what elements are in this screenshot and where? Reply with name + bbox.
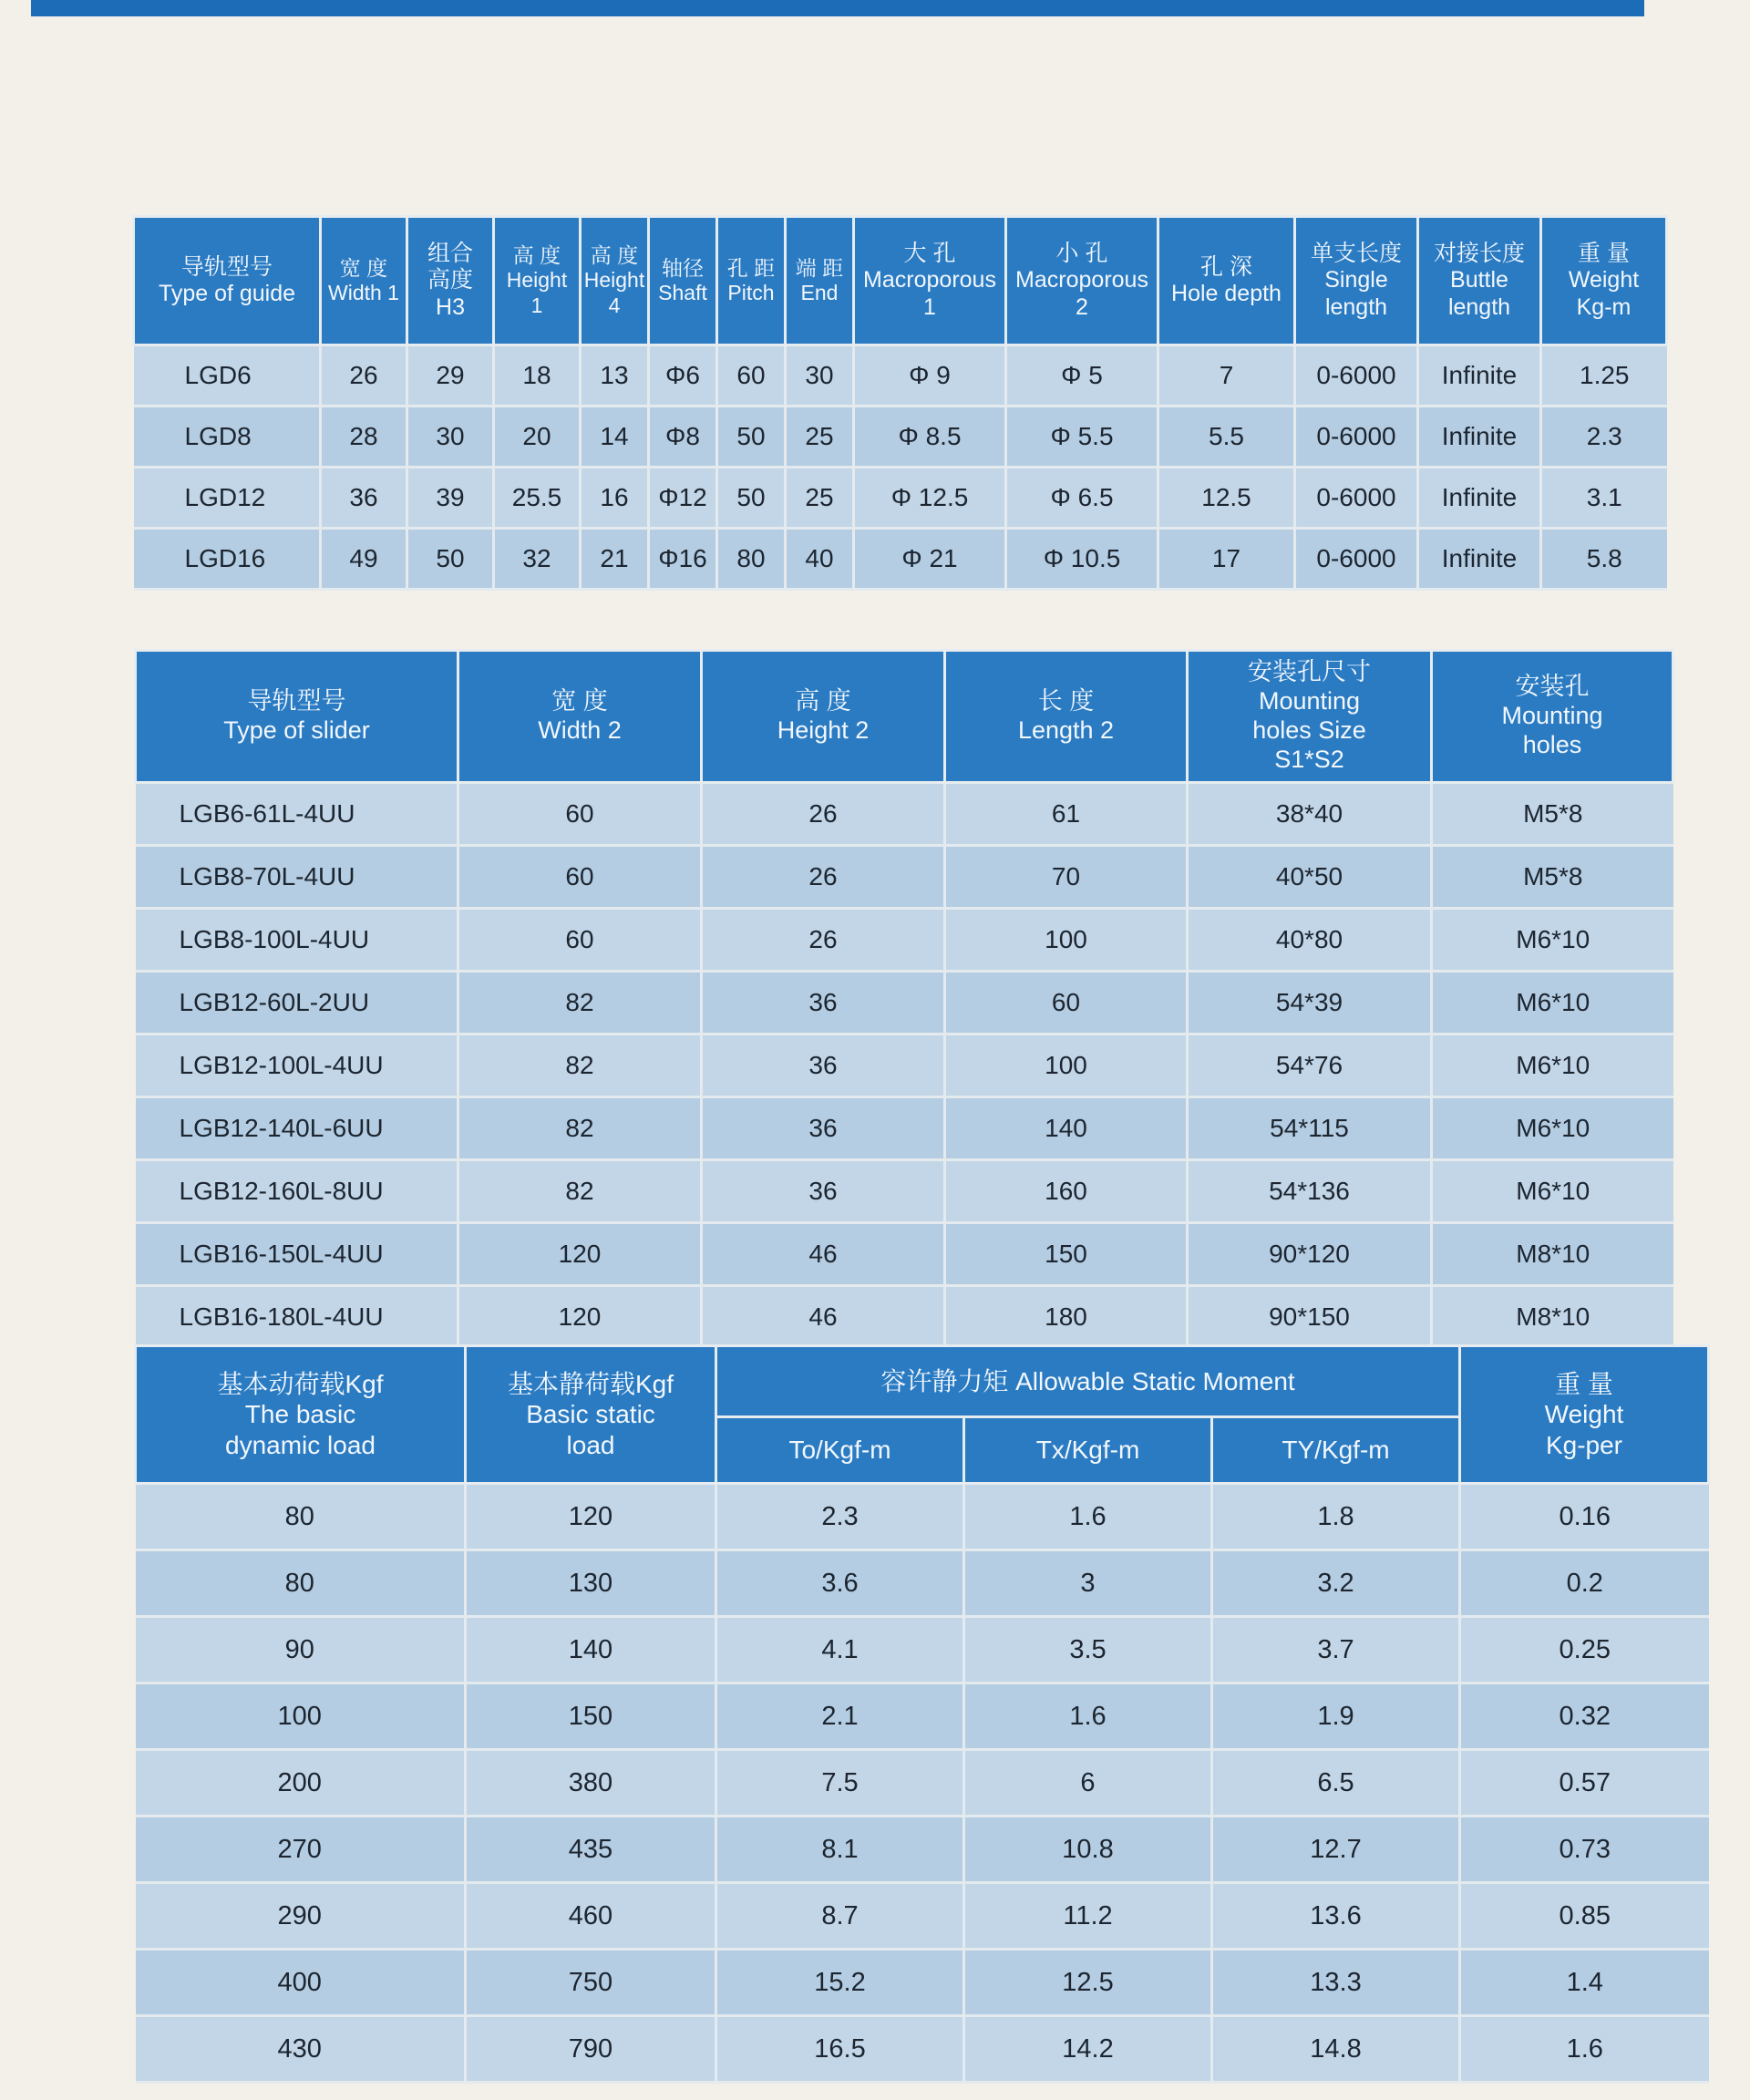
header-weight-kg-per: 重 量 Weight Kg-per xyxy=(1460,1346,1709,1484)
table-cell: 61 xyxy=(945,783,1188,846)
table-cell: LGB12-160L-8UU xyxy=(136,1160,458,1223)
header-pitch: 孔 距 Pitch xyxy=(717,217,786,345)
table-cell: 130 xyxy=(466,1550,716,1617)
table-cell: LGB16-180L-4UU xyxy=(136,1286,458,1349)
header-mounting-holes-size: 安装孔尺寸 Mounting holes Size S1*S2 xyxy=(1188,651,1432,783)
table-cell: 1.6 xyxy=(964,1683,1212,1750)
table-cell: Φ 9 xyxy=(854,345,1006,407)
header-width-1: 宽 度 Width 1 xyxy=(321,217,407,345)
table-cell: 1.4 xyxy=(1460,1950,1709,2016)
slider-spec-table xyxy=(134,649,1674,1350)
table-cell: LGB12-100L-4UU xyxy=(136,1035,458,1097)
table-cell: Infinite xyxy=(1418,407,1541,468)
table-row xyxy=(134,407,1667,468)
table-cell: 36 xyxy=(702,1035,945,1097)
table-cell: Φ 21 xyxy=(854,529,1006,590)
table-cell: 16 xyxy=(581,468,649,529)
table-cell: 25.5 xyxy=(494,468,581,529)
table-row xyxy=(136,846,1673,909)
table-cell: LGB12-60L-2UU xyxy=(136,972,458,1035)
table-cell: 30 xyxy=(407,407,494,468)
table-cell: 29 xyxy=(407,345,494,407)
table-row xyxy=(136,1617,1709,1683)
table-cell: 11.2 xyxy=(964,1883,1212,1950)
table-row xyxy=(136,1550,1709,1617)
table-cell: 0.73 xyxy=(1460,1817,1709,1883)
table-cell: 46 xyxy=(702,1223,945,1286)
table-row xyxy=(136,1883,1709,1950)
table-cell: 49 xyxy=(321,529,407,590)
table-cell: 80 xyxy=(136,1484,466,1550)
header-weight: 重 量 Weight Kg-m xyxy=(1541,217,1667,345)
table-cell: 0.57 xyxy=(1460,1750,1709,1817)
table-cell: 26 xyxy=(702,909,945,972)
table-cell: 4.1 xyxy=(716,1617,964,1683)
header-h3: 组合 高度 H3 xyxy=(407,217,494,345)
table-row xyxy=(134,468,1667,529)
table-cell: 90 xyxy=(136,1617,466,1683)
table-cell: M6*10 xyxy=(1432,1035,1673,1097)
header-height-1: 高 度 Height 1 xyxy=(494,217,581,345)
table-cell: 5.5 xyxy=(1158,407,1295,468)
table-cell: 21 xyxy=(581,529,649,590)
table-cell: Φ 5.5 xyxy=(1006,407,1158,468)
header-width-2: 宽 度 Width 2 xyxy=(458,651,702,783)
table-cell: M8*10 xyxy=(1432,1223,1673,1286)
table-cell: 100 xyxy=(136,1683,466,1750)
table-cell: 120 xyxy=(458,1223,702,1286)
table-cell: 12.7 xyxy=(1212,1817,1460,1883)
header-type-of-guide: 导轨型号 Type of guide xyxy=(134,217,321,345)
table-cell: LGB8-100L-4UU xyxy=(136,909,458,972)
table-cell: 25 xyxy=(786,407,854,468)
guide-spec-table xyxy=(132,215,1668,591)
header-height-4: 高 度 Height 4 xyxy=(581,217,649,345)
table-cell: 26 xyxy=(702,783,945,846)
table-cell: 0-6000 xyxy=(1295,345,1418,407)
table-cell: 82 xyxy=(458,972,702,1035)
table-cell: 140 xyxy=(945,1097,1188,1160)
table-cell: LGD16 xyxy=(134,529,321,590)
table-cell: 60 xyxy=(458,846,702,909)
table-cell: 430 xyxy=(136,2016,466,2083)
table-cell: 140 xyxy=(466,1617,716,1683)
table-row xyxy=(136,1484,1709,1550)
table-cell: 46 xyxy=(702,1286,945,1349)
table-cell: 100 xyxy=(945,1035,1188,1097)
table-row xyxy=(136,1286,1673,1349)
table-row xyxy=(136,2016,1709,2083)
header-tx-kgf-m: Tx/Kgf-m xyxy=(964,1417,1212,1484)
table-cell: 54*76 xyxy=(1188,1035,1432,1097)
table-cell: 380 xyxy=(466,1750,716,1817)
table-cell: 82 xyxy=(458,1035,702,1097)
table-cell: 26 xyxy=(702,846,945,909)
table-cell: 160 xyxy=(945,1160,1188,1223)
table-cell: 750 xyxy=(466,1950,716,2016)
table-cell: LGB6-61L-4UU xyxy=(136,783,458,846)
load-moment-table xyxy=(134,1344,1710,2084)
table-cell: LGD12 xyxy=(134,468,321,529)
table-cell: 3.2 xyxy=(1212,1550,1460,1617)
table-cell: Φ16 xyxy=(649,529,717,590)
table-cell: LGD8 xyxy=(134,407,321,468)
table-cell: M6*10 xyxy=(1432,909,1673,972)
table-cell: LGB8-70L-4UU xyxy=(136,846,458,909)
table-cell: Φ 12.5 xyxy=(854,468,1006,529)
table-cell: 0.25 xyxy=(1460,1617,1709,1683)
table-cell: 82 xyxy=(458,1097,702,1160)
table-cell: LGD6 xyxy=(134,345,321,407)
table-cell: 180 xyxy=(945,1286,1188,1349)
table-cell: LGB12-140L-6UU xyxy=(136,1097,458,1160)
table-cell: 36 xyxy=(702,1097,945,1160)
table-row xyxy=(136,1683,1709,1750)
table-cell: M6*10 xyxy=(1432,1160,1673,1223)
table-cell: M5*8 xyxy=(1432,846,1673,909)
table-cell: M6*10 xyxy=(1432,972,1673,1035)
table-cell: 3.1 xyxy=(1541,468,1667,529)
table-cell: 790 xyxy=(466,2016,716,2083)
header-type-of-slider: 导轨型号 Type of slider xyxy=(136,651,458,783)
table-cell: 290 xyxy=(136,1883,466,1950)
table-row xyxy=(136,1035,1673,1097)
header-shaft: 轴径 Shaft xyxy=(649,217,717,345)
table-row xyxy=(136,1950,1709,2016)
table-cell: 54*115 xyxy=(1188,1097,1432,1160)
table-cell: 12.5 xyxy=(1158,468,1295,529)
table-cell: 0-6000 xyxy=(1295,468,1418,529)
table-cell: 36 xyxy=(702,1160,945,1223)
table-cell: 150 xyxy=(945,1223,1188,1286)
table-cell: 120 xyxy=(466,1484,716,1550)
table-cell: 0-6000 xyxy=(1295,529,1418,590)
table-cell: 13.3 xyxy=(1212,1950,1460,2016)
table-cell: 70 xyxy=(945,846,1188,909)
table-cell: 39 xyxy=(407,468,494,529)
table-cell: 30 xyxy=(786,345,854,407)
table-cell: 13.6 xyxy=(1212,1883,1460,1950)
table-cell: Infinite xyxy=(1418,345,1541,407)
table-cell: 60 xyxy=(458,909,702,972)
table-cell: 0-6000 xyxy=(1295,407,1418,468)
table-cell: 25 xyxy=(786,468,854,529)
header-height-2: 高 度 Height 2 xyxy=(702,651,945,783)
table-cell: 5.8 xyxy=(1541,529,1667,590)
table-cell: 80 xyxy=(136,1550,466,1617)
table-cell: 1.6 xyxy=(1460,2016,1709,2083)
table-cell: 3.5 xyxy=(964,1617,1212,1683)
table-cell: 36 xyxy=(702,972,945,1035)
top-accent-band xyxy=(31,0,1644,16)
header-end: 端 距 End xyxy=(786,217,854,345)
table-cell: 28 xyxy=(321,407,407,468)
header-single-length: 单支长度 Single length xyxy=(1295,217,1418,345)
header-to-kgf-m: To/Kgf-m xyxy=(716,1417,964,1484)
table-cell: 1.8 xyxy=(1212,1484,1460,1550)
table-cell: 2.3 xyxy=(1541,407,1667,468)
table-cell: 60 xyxy=(717,345,786,407)
header-hole-depth: 孔 深 Hole depth xyxy=(1158,217,1295,345)
table-cell: 14.8 xyxy=(1212,2016,1460,2083)
header-ty-kgf-m: TY/Kgf-m xyxy=(1212,1417,1460,1484)
table-cell: 0.2 xyxy=(1460,1550,1709,1617)
table-cell: Φ6 xyxy=(649,345,717,407)
guide-header-row xyxy=(134,217,1667,345)
table-cell: 54*39 xyxy=(1188,972,1432,1035)
table-cell: M8*10 xyxy=(1432,1286,1673,1349)
table-cell: 17 xyxy=(1158,529,1295,590)
table-cell: 3 xyxy=(964,1550,1212,1617)
table-row xyxy=(136,972,1673,1035)
table-cell: 40*50 xyxy=(1188,846,1432,909)
header-macroporous-2: 小 孔 Macroporous 2 xyxy=(1006,217,1158,345)
header-macroporous-1: 大 孔 Macroporous 1 xyxy=(854,217,1006,345)
header-basic-static-load: 基本静荷载Kgf Basic static load xyxy=(466,1346,716,1484)
table-cell: 32 xyxy=(494,529,581,590)
table-cell: 1.25 xyxy=(1541,345,1667,407)
table-cell: LGB16-150L-4UU xyxy=(136,1223,458,1286)
header-mounting-holes: 安装孔 Mounting holes xyxy=(1432,651,1673,783)
table-cell: 200 xyxy=(136,1750,466,1817)
table-cell: 2.3 xyxy=(716,1484,964,1550)
table-row xyxy=(134,345,1667,407)
table-row xyxy=(136,783,1673,846)
table-cell: 270 xyxy=(136,1817,466,1883)
table-cell: 26 xyxy=(321,345,407,407)
table-cell: 120 xyxy=(458,1286,702,1349)
table-row xyxy=(134,529,1667,590)
table-row xyxy=(136,909,1673,972)
table-cell: 460 xyxy=(466,1883,716,1950)
table-cell: 1.9 xyxy=(1212,1683,1460,1750)
table-cell: 82 xyxy=(458,1160,702,1223)
table-cell: 6 xyxy=(964,1750,1212,1817)
table-cell: 20 xyxy=(494,407,581,468)
table-cell: 6.5 xyxy=(1212,1750,1460,1817)
table-cell: 0.32 xyxy=(1460,1683,1709,1750)
table-cell: Φ 6.5 xyxy=(1006,468,1158,529)
table-cell: 12.5 xyxy=(964,1950,1212,2016)
table-cell: 16.5 xyxy=(716,2016,964,2083)
table-cell: 435 xyxy=(466,1817,716,1883)
table-cell: 54*136 xyxy=(1188,1160,1432,1223)
table-cell: 50 xyxy=(717,407,786,468)
table-cell: 40*80 xyxy=(1188,909,1432,972)
table-cell: 15.2 xyxy=(716,1950,964,2016)
table-cell: 0.16 xyxy=(1460,1484,1709,1550)
table-cell: 14 xyxy=(581,407,649,468)
table-cell: M6*10 xyxy=(1432,1097,1673,1160)
table-cell: 8.7 xyxy=(716,1883,964,1950)
table-row xyxy=(136,1160,1673,1223)
table-cell: 36 xyxy=(321,468,407,529)
table-cell: Infinite xyxy=(1418,468,1541,529)
header-allowable-static-moment: 容许静力矩 Allowable Static Moment xyxy=(716,1346,1460,1417)
header-buttle-length: 对接长度 Buttle length xyxy=(1418,217,1541,345)
table-cell: 50 xyxy=(717,468,786,529)
table-row xyxy=(136,1817,1709,1883)
table-cell: 100 xyxy=(945,909,1188,972)
table-cell: 2.1 xyxy=(716,1683,964,1750)
table-cell: 13 xyxy=(581,345,649,407)
table-cell: Φ 5 xyxy=(1006,345,1158,407)
table-row xyxy=(136,1223,1673,1286)
table-cell: 60 xyxy=(945,972,1188,1035)
table-cell: 40 xyxy=(786,529,854,590)
table-cell: 150 xyxy=(466,1683,716,1750)
table-row xyxy=(136,1750,1709,1817)
table-cell: 18 xyxy=(494,345,581,407)
table-cell: 90*150 xyxy=(1188,1286,1432,1349)
table-cell: 10.8 xyxy=(964,1817,1212,1883)
table-cell: 400 xyxy=(136,1950,466,2016)
table-cell: Φ8 xyxy=(649,407,717,468)
table-cell: Φ 10.5 xyxy=(1006,529,1158,590)
table-cell: 7.5 xyxy=(716,1750,964,1817)
table-cell: 1.6 xyxy=(964,1484,1212,1550)
slider-header-row xyxy=(136,651,1673,783)
table-cell: Infinite xyxy=(1418,529,1541,590)
table-cell: 3.7 xyxy=(1212,1617,1460,1683)
table-cell: 60 xyxy=(458,783,702,846)
table-cell: 8.1 xyxy=(716,1817,964,1883)
table-cell: 80 xyxy=(717,529,786,590)
table-cell: M5*8 xyxy=(1432,783,1673,846)
table-cell: 7 xyxy=(1158,345,1295,407)
table-cell: 3.6 xyxy=(716,1550,964,1617)
table-cell: 0.85 xyxy=(1460,1883,1709,1950)
header-length-2: 长 度 Length 2 xyxy=(945,651,1188,783)
table-cell: 38*40 xyxy=(1188,783,1432,846)
table-cell: Φ12 xyxy=(649,468,717,529)
load-header-row-1 xyxy=(136,1346,1709,1417)
table-row xyxy=(136,1097,1673,1160)
table-cell: 50 xyxy=(407,529,494,590)
table-cell: 90*120 xyxy=(1188,1223,1432,1286)
header-basic-dynamic-load: 基本动荷载Kgf The basic dynamic load xyxy=(136,1346,466,1484)
table-cell: 14.2 xyxy=(964,2016,1212,2083)
table-cell: Φ 8.5 xyxy=(854,407,1006,468)
